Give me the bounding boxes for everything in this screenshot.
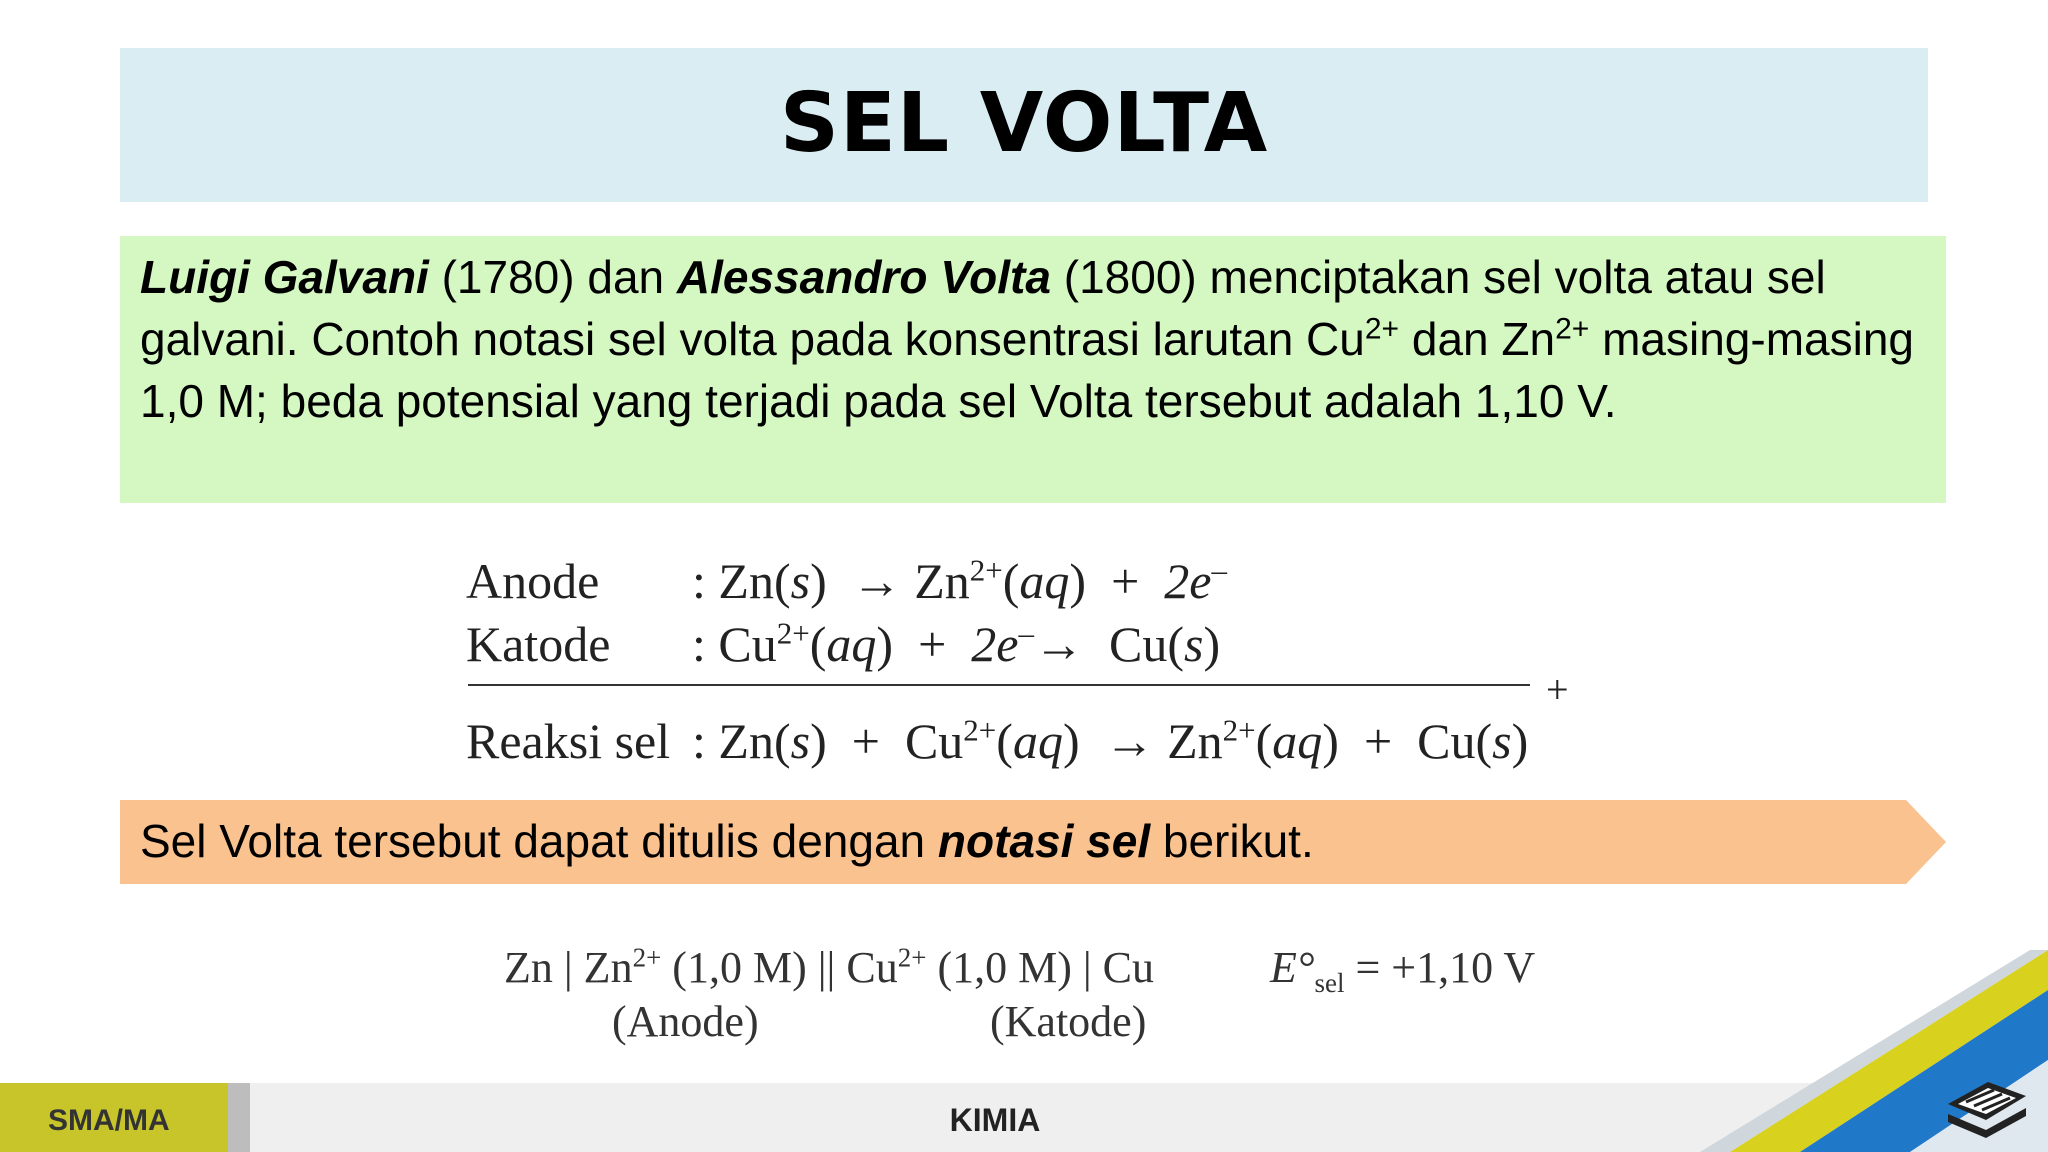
footer-subject-label: KIMIA <box>949 1102 1041 1138</box>
arrow-banner <box>120 800 1946 884</box>
katode-label: Katode <box>466 616 611 672</box>
intro-sup-1: 2+ <box>1364 312 1400 346</box>
anode-equation: : $Zn(s) \to Zn^{2+}(aq) + 2e^-$ <box>692 552 1227 609</box>
cell-notation: Zn | $Zn^{2+}$ (1,0 M) || $Cu^{2+}$ (1,0 M) | Cu <box>504 942 1155 992</box>
arrow-banner-text: Sel Volta tersebut dapat ditulis dengan notasi sel berikut. <box>140 815 1314 867</box>
sum-rule <box>468 684 1530 686</box>
reaksi-equation: : $Zn(s) + Cu^{2+}(aq) \to Zn^{2+}(aq) + Cu(s)$ <box>692 712 1529 769</box>
cell-potential: $E^\circ_{sel} = +1,10$ V <box>1270 943 1536 998</box>
book-stack-icon <box>1944 1074 2028 1140</box>
anode-label: Anode <box>466 553 600 609</box>
sum-plus: + <box>1546 667 1569 712</box>
katode-note: (Katode) <box>990 997 1147 1046</box>
intro-sup-2: 2+ <box>1555 312 1590 346</box>
footer-level-label: SMA/MA <box>48 1104 170 1137</box>
intro-text-4: masing-masing 1,0 M; beda potensial yang terjadi pada sel Volta tersebut adalah 1,10 V. <box>140 313 1914 427</box>
slide-title: SEL VOLTA <box>779 76 1269 171</box>
intro-text-2: (1800) menciptakan sel volta atau sel galvani. Contoh notasi sel volta pada konsentrasi larutan Cu <box>140 251 1826 365</box>
anode-note: (Anode) <box>612 997 759 1046</box>
intro-box <box>120 236 1946 503</box>
intro-text-3: dan Zn <box>1399 313 1556 365</box>
intro-paragraph <box>140 246 1930 432</box>
intro-name-volta: Alessandro Volta <box>676 251 1051 303</box>
reaksi-label: Reaksi sel <box>466 713 671 769</box>
intro-name-galvani: Luigi Galvani <box>140 251 429 303</box>
katode-equation: : $Cu^{2+}(aq) + 2e^-\to Cu(s)$ <box>692 615 1221 672</box>
title-bar <box>120 48 1928 202</box>
intro-text-1: (1780) dan <box>428 251 677 303</box>
